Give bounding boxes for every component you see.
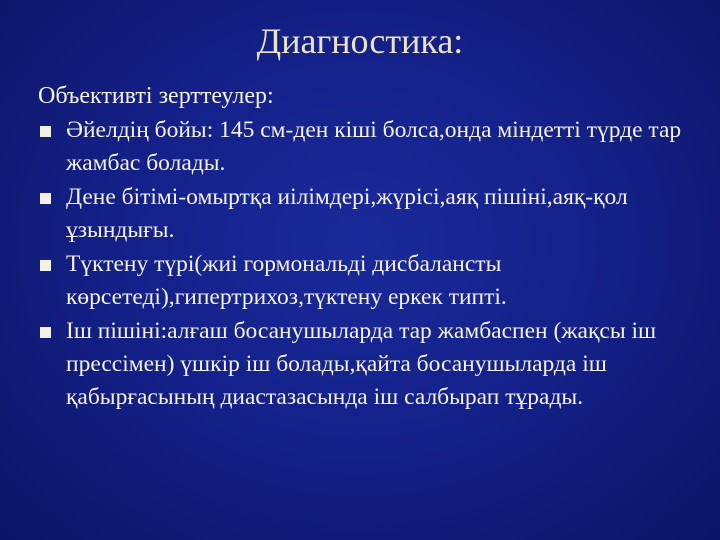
square-bullet-icon xyxy=(40,193,51,204)
slide-title: Диагностика: xyxy=(256,21,464,61)
bullet-text: Дене бітімі-омыртқа иілімдері,жүрісі,аяқ пішіні,аяқ-қол ұзындығы. xyxy=(66,184,628,243)
section-subtitle: Объективті зерттеулер: xyxy=(38,83,274,109)
bullet-item xyxy=(38,315,698,414)
bullet-item xyxy=(38,181,698,247)
bullet-text: Әйелдің бойы: 145 см-ден кіші болса,онда міндетті түрде тар жамбас болады. xyxy=(66,117,682,176)
bullet-text: Іш пішіні:алғаш босанушыларда тар жамбаспен (жақсы іш прессімен) үшкір іш болады,қайта босанушыларда іш қабырғасының диастазасында іш салбырап тұрады. xyxy=(66,318,657,410)
bullet-text: Түктену түрі(жиі гормональді дисбалансты көрсетеді),гипертрихоз,түктену еркек типті. xyxy=(66,251,507,310)
bullet-item xyxy=(38,248,698,314)
bullet-item xyxy=(38,114,698,180)
square-bullet-icon xyxy=(40,126,51,137)
slide-content xyxy=(38,80,698,415)
square-bullet-icon xyxy=(40,327,51,338)
bullet-list xyxy=(38,114,698,414)
square-bullet-icon xyxy=(40,260,51,271)
